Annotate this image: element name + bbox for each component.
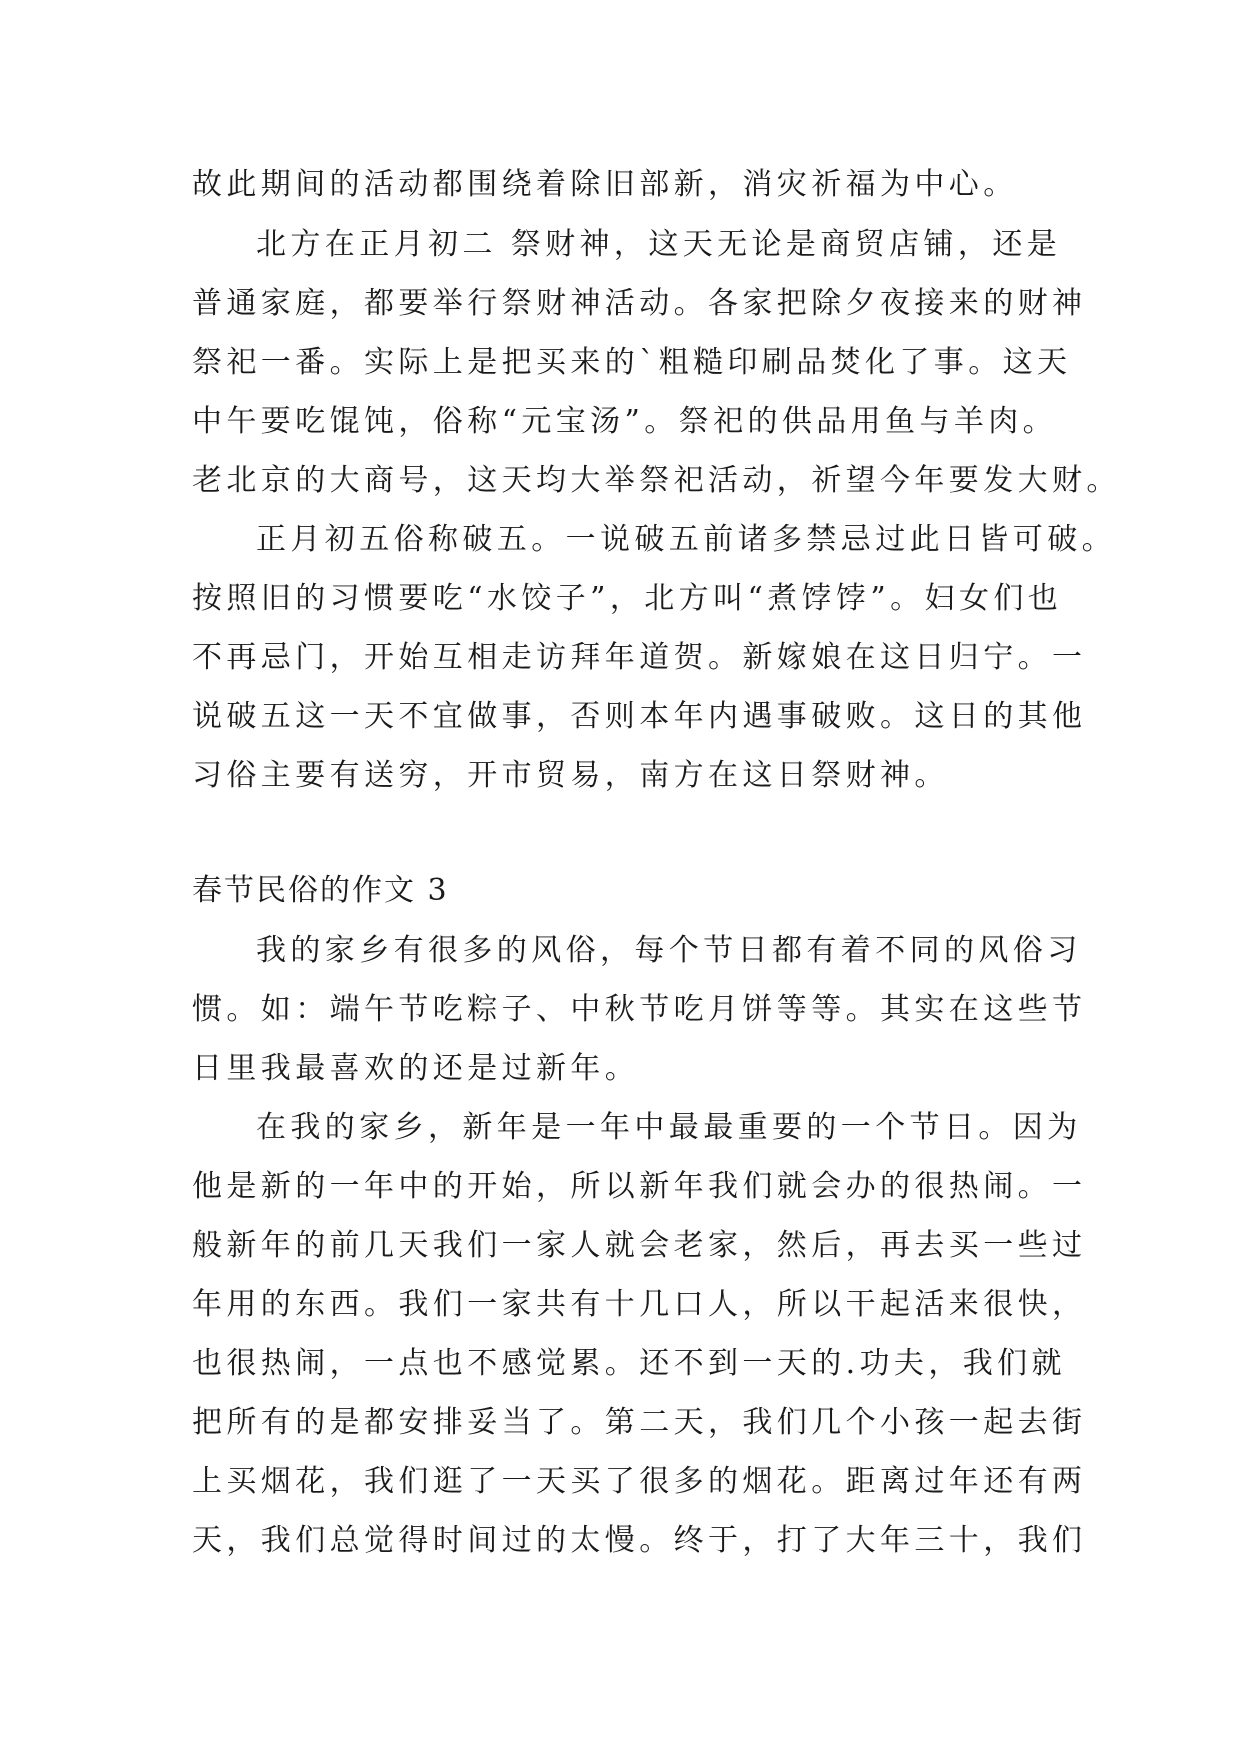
text-line: 中午要吃馄饨，俗称“元宝汤”。祭祀的供品用鱼与羊肉。 bbox=[192, 404, 1058, 439]
paragraph-start-line: 在我的家乡，新年是一年中最最重要的一个节日。因为 bbox=[256, 1110, 1082, 1145]
text-line: 按照旧的习惯要吃“水饺子”，北方叫“煮饽饽”。妇女们也 bbox=[192, 581, 1063, 616]
text-line: 把所有的是都安排妥当了。第二天，我们几个小孩一起去街 bbox=[192, 1405, 1087, 1440]
text-line: 老北京的大商号，这天均大举祭祀活动，祈望今年要发大财。 bbox=[192, 463, 1121, 498]
paragraph-start-line: 北方在正月初二 祭财神，这天无论是商贸店铺，还是 bbox=[256, 227, 1062, 262]
text-line: 他是新的一年中的开始，所以新年我们就会办的很热闹。一 bbox=[192, 1169, 1087, 1204]
paragraph-start-line: 我的家乡有很多的风俗，每个节日都有着不同的风俗习 bbox=[256, 933, 1082, 968]
text-line: 天，我们总觉得时间过的太慢。终于，打了大年三十，我们 bbox=[192, 1523, 1087, 1558]
text-line: 般新年的前几天我们一家人就会老家，然后，再去买一些过 bbox=[192, 1228, 1087, 1263]
text-line: 祭祀一番。实际上是把买来的`粗糙印刷品焚化了事。这天 bbox=[192, 345, 1072, 380]
text-line: 说破五这一天不宜做事，否则本年内遇事破败。这日的其他 bbox=[192, 699, 1087, 734]
text-line: 不再忌门，开始互相走访拜年道贺。新嫁娘在这日归宁。一 bbox=[192, 640, 1087, 675]
text-line: 上买烟花，我们逛了一天买了很多的烟花。距离过年还有两 bbox=[192, 1464, 1087, 1499]
section-heading: 春节民俗的作文 3 bbox=[192, 873, 449, 908]
text-line: 也很热闹，一点也不感觉累。还不到一天的.功夫，我们就 bbox=[192, 1346, 1066, 1381]
text-line: 习俗主要有送穷，开市贸易，南方在这日祭财神。 bbox=[192, 758, 949, 793]
text-line: 年用的东西。我们一家共有十几口人，所以干起活来很快， bbox=[192, 1287, 1087, 1322]
text-line: 惯。如：端午节吃粽子、中秋节吃月饼等等。其实在这些节 bbox=[192, 992, 1087, 1027]
paragraph-start-line: 正月初五俗称破五。一说破五前诸多禁忌过此日皆可破。 bbox=[256, 522, 1116, 557]
text-line: 普通家庭，都要举行祭财神活动。各家把除夕夜接来的财神 bbox=[192, 286, 1087, 321]
text-line: 故此期间的活动都围绕着除旧部新，消灾祈福为中心。 bbox=[192, 167, 1018, 202]
text-line: 日里我最喜欢的还是过新年。 bbox=[192, 1051, 640, 1086]
